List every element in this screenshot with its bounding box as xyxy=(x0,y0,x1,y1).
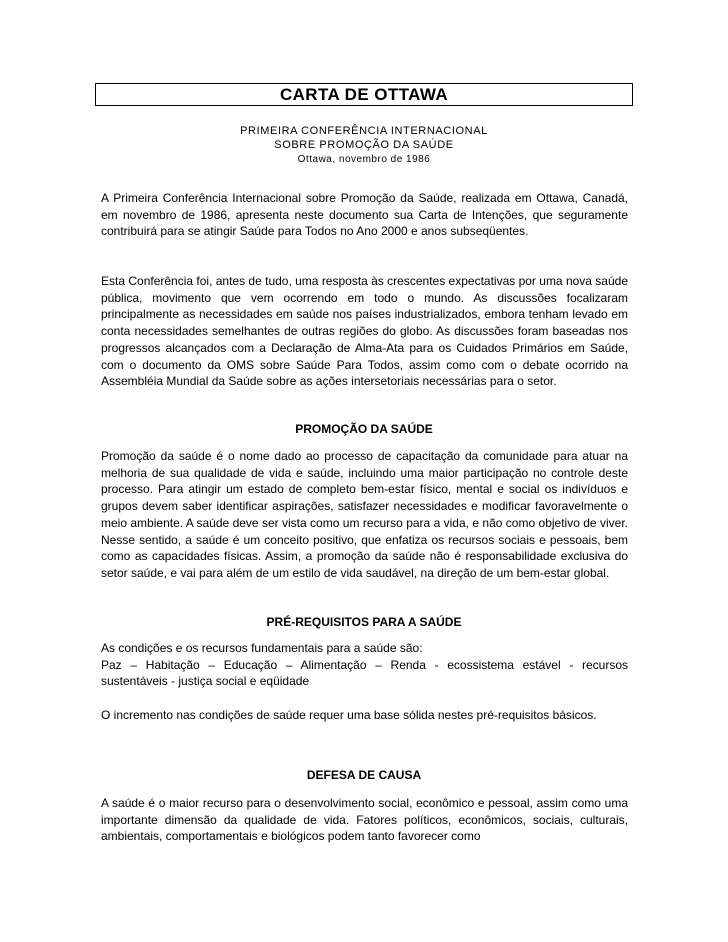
subtitle-conference: PRIMEIRA CONFERÊNCIA INTERNACIONAL xyxy=(240,125,488,137)
prerequisitos-paragraph-2: O incremento nas condições de saúde requer uma base sólida nestes pré-requisitos básicos. xyxy=(101,708,597,722)
title-box xyxy=(95,83,633,106)
intro-paragraph-2: Esta Conferência foi, antes de tudo, uma resposta às crescentes expectativas por uma nova saúde pública, movimento que vem ocorrendo em todo o mundo. As discussões focalizaram principalmente as necessidades em saúde nos países industrializados, embora tenham levado em conta necessidades semelhantes de outras regiões do globo. As discussões foram baseadas nos progressos alcançados com a Declaração de Alma-Ata para os Cuidados Primários em Saúde, com o documento da OMS sobre Saúde Para Todos, assim como com o debate ocorrido na Assembléia Mundial da Saúde sobre as ações intersetoriais necessárias para o setor. xyxy=(101,274,628,389)
prerequisitos-list: Paz – Habitação – Educação – Alimentação – Renda - ecossistema estável - recursos sustentáveis - justiça social e eqüidade xyxy=(101,657,628,689)
subtitle-topic: SOBRE PROMOÇÃO DA SAÚDE xyxy=(274,139,454,151)
section-heading-defesa: DEFESA DE CAUSA xyxy=(306,768,422,782)
defesa-paragraph: A saúde é o maior recurso para o desenvolvimento social, econômico e pessoal, assim como uma importante dimensão da qualidade de vida. Fatores políticos, econômicos, sociais, culturais, ambientais, comportamentais e biológicos podem tanto favorecer como xyxy=(101,796,628,844)
document-title: CARTA DE OTTAWA xyxy=(279,85,449,104)
intro-paragraph-1: A Primeira Conferência Internacional sobre Promoção da Saúde, realizada em Ottawa, Canadá, em novembro de 1986, apresenta neste documento sua Carta de Intenções, que seguramente contribuirá para se atingir Saúde para Todos no Ano 2000 e anos subseqüentes. xyxy=(101,191,628,239)
section-heading-prerequisitos: PRÉ-REQUISITOS PARA A SAÚDE xyxy=(266,615,462,629)
prerequisitos-intro-line: As condições e os recursos fundamentais para a saúde são: xyxy=(101,641,423,655)
subtitle-date: Ottawa, novembro de 1986 xyxy=(297,154,431,165)
prerequisitos-paragraph-1 xyxy=(101,640,628,690)
promocao-paragraph: Promoção da saúde é o nome dado ao processo de capacitação da comunidade para atuar na melhoria de sua qualidade de vida e saúde, incluindo uma maior participação no controle deste processo. Para atingir um estado de completo bem-estar físico, mental e social os indivíduos e grupos devem saber identificar aspirações, satisfazer necessidades e modificar favoravelmente o meio ambiente. A saúde deve ser vista como um recurso para a vida, e não como objetivo de viver. Nesse sentido, a saúde é um conceito positivo, que enfatiza os recursos sociais e pessoais, bem como as capacidades físicas. Assim, a promoção da saúde não é responsabilidade exclusiva do setor saúde, e vai para além de um estilo de vida saudável, na direção de um bem-estar global. xyxy=(101,449,628,580)
section-heading-promocao: PROMOÇÃO DA SAÚDE xyxy=(295,422,433,436)
